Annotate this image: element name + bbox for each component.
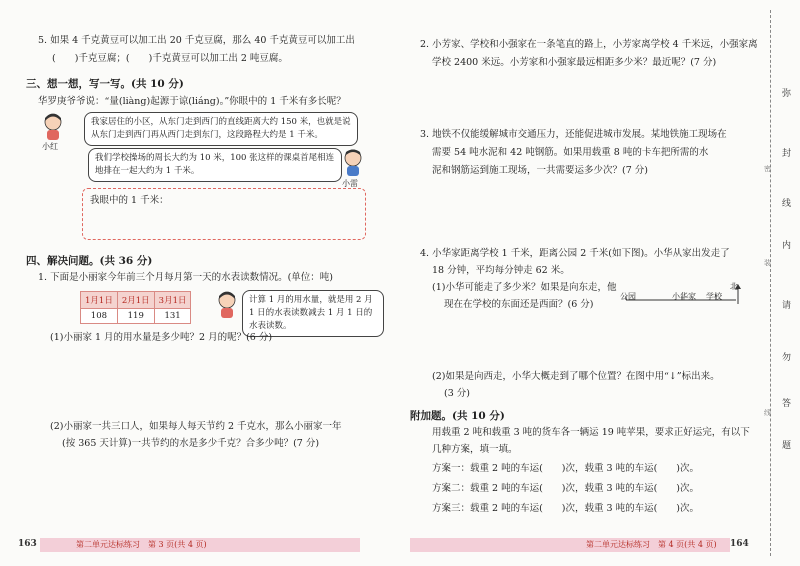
side-mark: 装 [764, 259, 771, 267]
q1-part2-line2: (按 365 天计算)一共节约的水是多少千克？合多少吨？(7 分) [62, 438, 320, 449]
q3-line2: 需要 54 吨水泥和 42 吨钢筋。如果用载重 8 吨的卡车把所需的水 [432, 147, 709, 158]
side-text: 封 [782, 149, 792, 159]
q1-part2-line1: (2)小丽家一共三口人，如果每人每天节约 2 千克水，那么小丽家一年 [50, 421, 342, 432]
q2-line1: 2. 小芳家、学校和小强家在一条笔直的路上，小芳家离学校 4 千米远，小强家离 [420, 39, 758, 50]
side-mark: 线 [764, 409, 771, 417]
map-label-school: 学校 [706, 292, 722, 301]
q4-line2: 18 分钟，平均每分钟走 62 米。 [432, 265, 570, 276]
q1-intro: 1. 下面是小丽家今年前三个月每月第一天的水表读数情况。(单位：吨) [38, 272, 333, 283]
side-text: 线 [782, 199, 792, 209]
q4-line1: 4. 小华家距离学校 1 千米，距离公园 2 千米(如下图)。小华从家出发走了 [420, 248, 730, 259]
q4-part1-line2: 现在在学校的东面还是西面？(6 分) [444, 299, 594, 310]
page-number-left: 163 [18, 539, 37, 549]
plan-item: 方案一：载重 2 吨的车运( )次，载重 3 吨的车运( )次。 [432, 463, 699, 474]
q3-line1: 3. 地铁不仅能缓解城市交通压力，还能促进城市发展。某地铁施工现场在 [420, 129, 727, 140]
plan-item: 方案二：载重 2 吨的车运( )次，载重 3 吨的车运( )次。 [432, 483, 699, 494]
plan-item: 方案三：载重 2 吨的车运( )次，载重 3 吨的车运( )次。 [432, 503, 699, 514]
table-header: 3月1日 [154, 292, 191, 309]
extra-line1: 用载重 2 吨和载重 3 吨的货车各一辆运 19 吨苹果，要求正好运完，有以下 [432, 427, 750, 438]
speech-bubble-hint: 计算 1 月的用水量，就是用 2 月 1 日的水表读数减去 1 月 1 日的水表读数。 [242, 290, 384, 337]
footer-left: 第二单元达标练习 第 3 页(共 4 页) [76, 540, 207, 549]
avatar-name-xiaohong: 小红 [42, 142, 58, 151]
q1-part1: (1)小丽家 1 月的用水量是多少吨？2 月的呢？(6 分) [50, 332, 273, 343]
section3-intro: 华罗庚爷爷说：“量(liàng)起源于谅(liáng)。”你眼中的 1 千米有多长呢？ [38, 96, 346, 107]
table-cell: 131 [154, 309, 191, 324]
section3-title: 三、想一想，写一写。(共 10 分) [26, 78, 184, 90]
binding-strip [760, 0, 800, 566]
q2-line2: 学校 2400 米远。小芳家和小强家最远相距多少米？最近呢？(7 分) [432, 57, 717, 68]
speech-bubble-xiaohong: 我家居住的小区，从东门走到西门的直线距离大约 150 米，也就是说从东门走到西门再从西门走到东门，这段路程大约是 1 千米。 [84, 112, 358, 146]
side-text: 弥 [782, 89, 792, 99]
side-text: 答 [782, 399, 792, 409]
q4-part2-line2: (3 分) [444, 388, 470, 399]
side-text: 勿 [782, 353, 792, 363]
avatar-name-xiaolei: 小雷 [342, 179, 358, 188]
page-number-right: 164 [730, 539, 749, 549]
boy-avatar-icon [340, 148, 366, 178]
table-cell: 119 [117, 309, 154, 324]
q4-part2-line1: (2)如果是向西走，小华大概走到了哪个位置？在图中用“↓”标出来。 [432, 371, 720, 382]
side-mark: 密 [764, 165, 771, 173]
table-header: 1月1日 [81, 292, 118, 309]
q3-line3: 泥和钢筋运到施工现场，一共需要运多少次？(7 分) [432, 165, 648, 176]
footer-right: 第二单元达标练习 第 4 页(共 4 页) [586, 540, 717, 549]
side-text: 请 [782, 301, 792, 311]
water-meter-table [80, 291, 191, 324]
answer-box-label: 我眼中的 1 千米： [90, 195, 169, 206]
map-label-home: 小华家 [672, 292, 696, 301]
map-label-park: 公园 [620, 292, 636, 301]
table-header: 2月1日 [117, 292, 154, 309]
binding-line [770, 10, 771, 556]
section4-title: 四、解决问题。(共 36 分) [26, 255, 153, 267]
girl-avatar-icon [40, 112, 66, 142]
side-text: 内 [782, 241, 792, 251]
speech-bubble-xiaolei: 我们学校操场的周长大约为 10 米，100 张这样的课桌首尾相连地排在一起大约为 1 千米。 [88, 148, 342, 182]
map-label-north: 北 [730, 282, 738, 291]
q4-part1-line1: (1)小华可能走了多少米？如果是向东走，他 [432, 282, 617, 293]
girl-avatar-icon [214, 290, 240, 320]
q5-line2: ( )千克豆腐；( )千克黄豆可以加工出 2 吨豆腐。 [52, 53, 288, 64]
q5-line1: 5. 如果 4 千克黄豆可以加工出 20 千克豆腐，那么 40 千克黄豆可以加工出 [38, 35, 355, 46]
extra-line2: 几种方案，填一填。 [432, 444, 518, 455]
table-cell: 108 [81, 309, 118, 324]
extra-title: 附加题。(共 10 分) [410, 410, 505, 422]
side-text: 题 [782, 441, 792, 451]
